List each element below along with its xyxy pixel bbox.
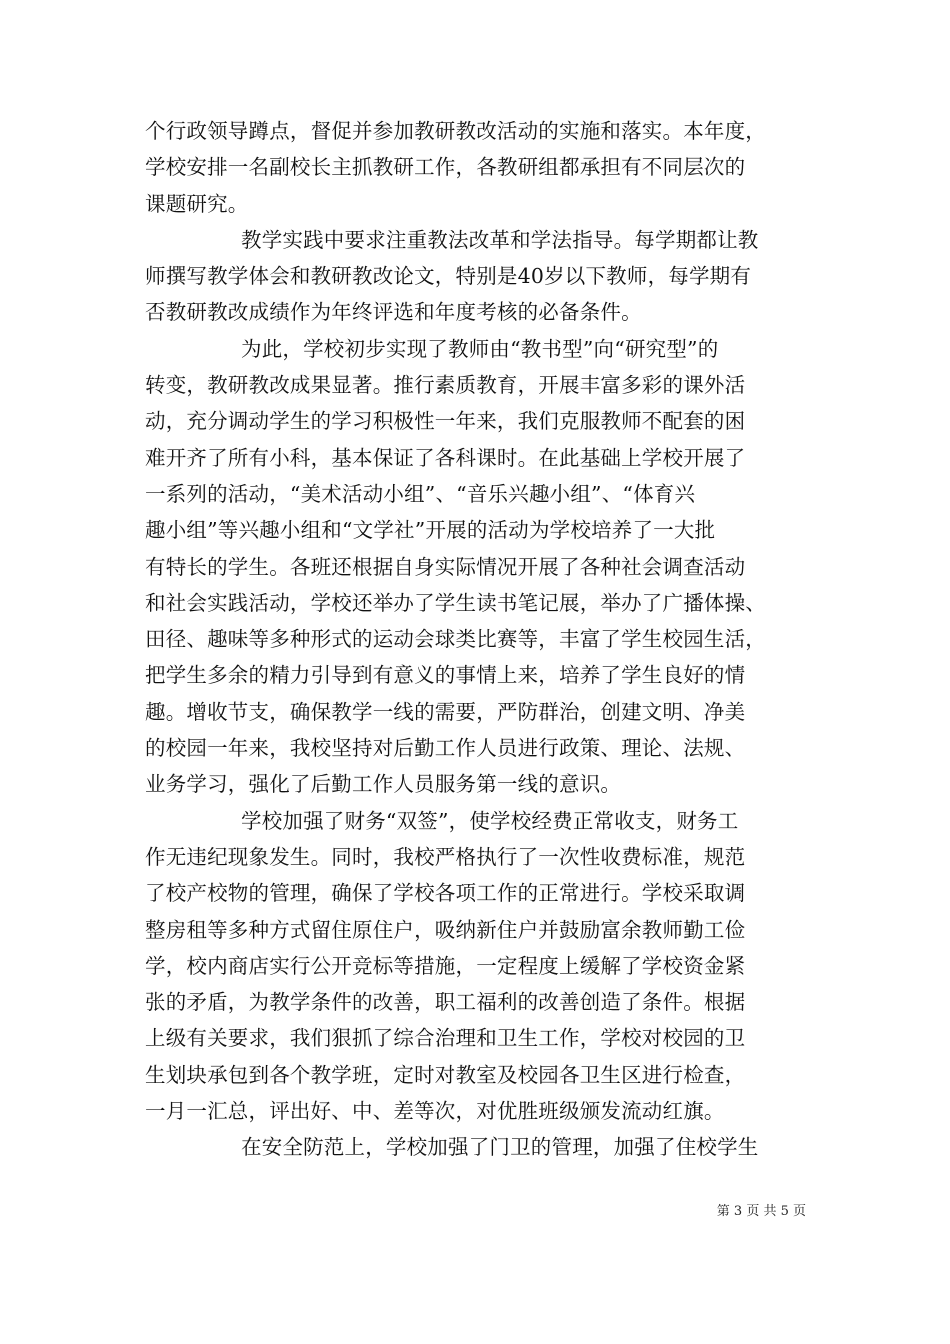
- text-line: 否教研教改成绩作为年终评选和年度考核的必备条件。: [145, 300, 642, 325]
- text-line: 业务学习，强化了后勤工作人员服务第一线的意识。: [145, 772, 622, 797]
- text-line: 趣小组”等兴趣小组和“文学社”开展的活动为学校培养了一大批: [145, 518, 716, 543]
- text-line: 个行政领导蹲点，督促并参加教研教改活动的实施和落实。本年度，: [145, 119, 766, 143]
- text-line: 和社会实践活动，学校还举办了学生读书笔记展，举办了广播体操、: [145, 590, 766, 615]
- text-line: 趣。增收节支，确保教学一线的需要，严防群治，创建文明、净美: [145, 699, 746, 724]
- text-line: 有特长的学生。各班还根据自身实际情况开展了各种社会调查活动: [145, 554, 746, 579]
- text-line: 张的矛盾，为教学条件的改善，职工福利的改善创造了条件。根据: [145, 990, 746, 1015]
- text-line: 了校产校物的管理，确保了学校各项工作的正常进行。学校采取调: [145, 881, 746, 906]
- text-line: 转变，教研教改成果显著。推行素质教育，开展丰富多彩的课外活: [145, 373, 746, 398]
- paragraph-first-line: 教学实践中要求注重教法改革和学法指导。每学期都让教: [241, 227, 759, 252]
- paragraph-first-line: 在安全防范上，学校加强了门卫的管理，加强了住校学生: [241, 1135, 759, 1160]
- text-line: 一月一汇总，评出好、中、差等次，对优胜班级颁发流动红旗。: [145, 1099, 725, 1124]
- text-line: 动，充分调动学生的学习积极性一年来，我们克服教师不配套的困: [145, 409, 746, 434]
- paragraph-first-line: 学校加强了财务“双签”，使学校经费正常收支，财务工: [241, 808, 739, 833]
- text-line: 田径、趣味等多种形式的运动会球类比赛等，丰富了学生校园生活，: [145, 627, 766, 652]
- text-line: 整房租等多种方式留住原住户，吸纳新住户并鼓励富余教师勤工俭: [145, 917, 746, 942]
- text-line: 生划块承包到各个教学班，定时对教室及校园各卫生区进行检查，: [145, 1062, 746, 1087]
- text-line: 难开齐了所有小科，基本保证了各科课时。在此基础上学校开展了: [145, 445, 746, 470]
- text-line: 课题研究。: [145, 191, 249, 216]
- text-line: 把学生多余的精力引导到有意义的事情上来，培养了学生良好的情: [145, 663, 746, 688]
- document-body: [145, 113, 810, 1166]
- text-line: 作无违纪现象发生。同时，我校严格执行了一次性收费标准，规范: [145, 844, 746, 869]
- text-line: 上级有关要求，我们狠抓了综合治理和卫生工作，学校对校园的卫: [145, 1026, 746, 1051]
- text-line: 师撰写教学体会和教研教改论文，特别是40岁以下教师，每学期有: [145, 264, 752, 289]
- page-number: 第 3 页 共 5 页: [716, 1204, 806, 1219]
- paragraph-first-line: 为此，学校初步实现了教师由“教书型”向“研究型”的: [241, 336, 719, 361]
- text-line: 一系列的活动，“美术活动小组”、“音乐兴趣小组”、“体育兴: [145, 481, 696, 506]
- text-line: 学校安排一名副校长主抓教研工作，各教研组都承担有不同层次的: [145, 155, 746, 180]
- text-line: 的校园一年来，我校坚持对后勤工作人员进行政策、理论、法规、: [145, 736, 746, 761]
- text-line: 学，校内商店实行公开竞标等措施，一定程度上缓解了学校资金紧: [145, 953, 746, 978]
